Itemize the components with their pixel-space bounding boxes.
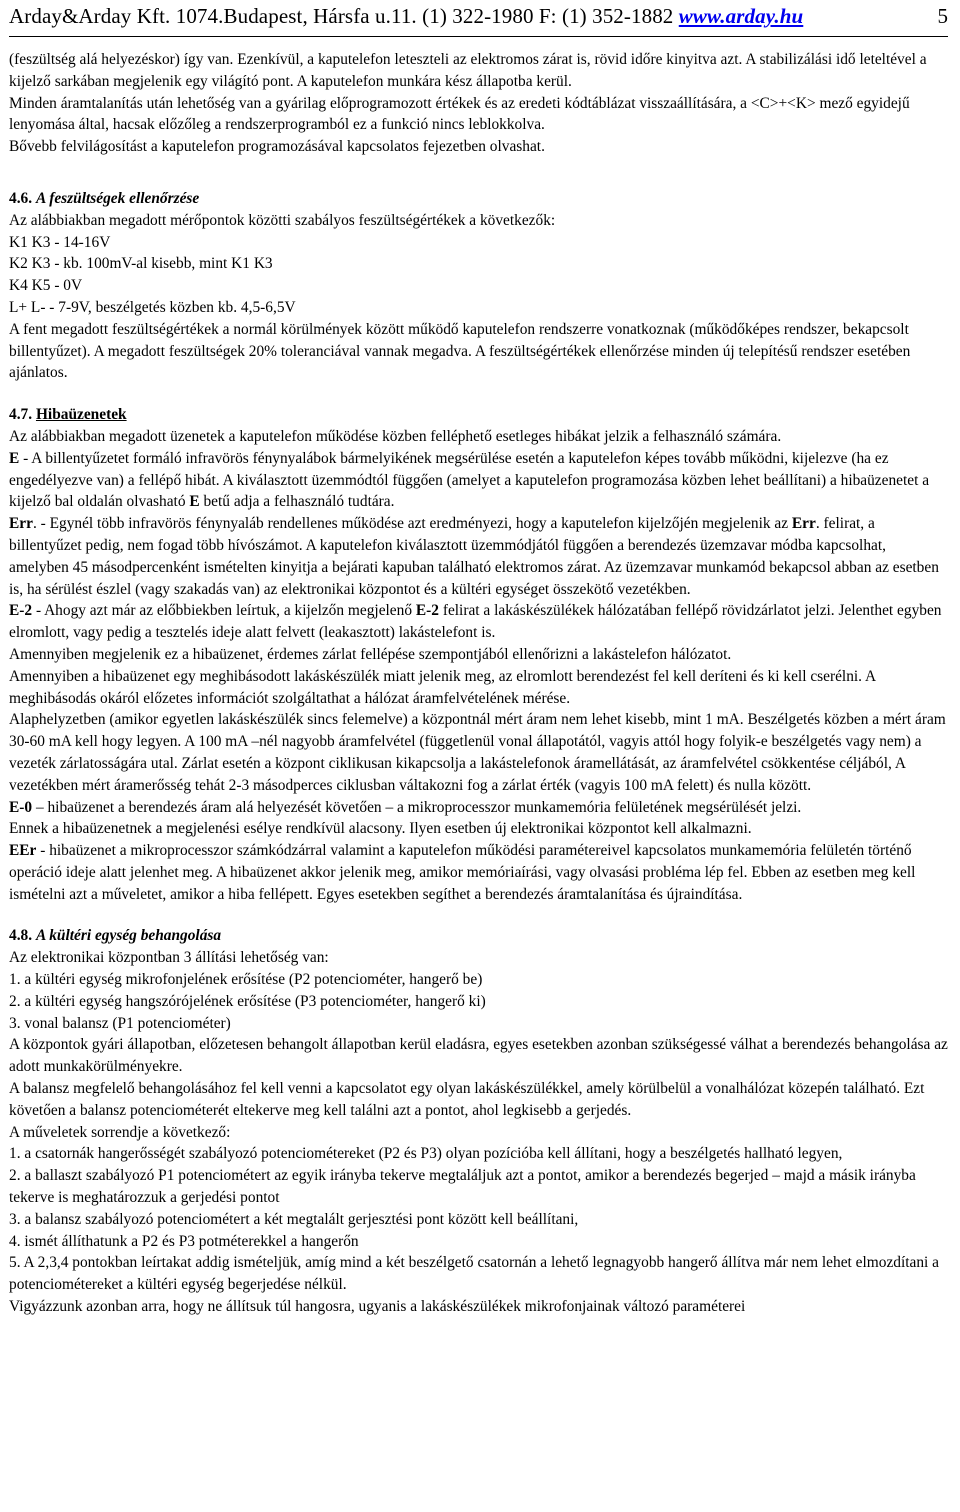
header-company-info [9,4,803,28]
intro-paragraph-3: Bővebb felvilágosítást a kaputelefon programozásával kapcsolatos fejezetben olvashat. [9,138,545,156]
error-code: Err [9,515,33,533]
document-body [9,49,948,1318]
voltage-line: K1 K3 - 14-16V [9,233,111,251]
error-code: E-2 [415,602,439,620]
error-e2-note: Amennyiben megjelenik ez a hibaüzenet, érdemes zárlat fellépése szempontjából ellenőrizni a lakástelefon hálózatot. [9,645,732,663]
tuning-line: Az elektronikai központban 3 állítási lehetőség van: [9,949,329,967]
section-heading [9,925,948,947]
tuning-paragraph: A balansz megfelelő behangolásához fel kell venni a kapcsolatot egy olyan lakáskészülékkel, amely körülbelül a vonalhálózat közepén található. Ezt követően a balansz potenciométerét eltekerve meg kell találni azt a pontot, ahol legkisebb a gerjedés. [9,1080,925,1119]
header-website-link[interactable]: www.arday.hu [678,4,804,28]
tuning-paragraph: A központok gyári állapotban, előzetesen behangolt állapotban kerül eladásra, egyes esetekben azonban szükségessé válhat a berendezés behangolása az adott munkakörülményekre. [9,1036,948,1076]
errors-intro: Az alábbiakban megadott üzenetek a kaputelefon működése közben felléphető esetleges hibákat jelzik a felhasználó számára. [9,427,782,445]
section-title: A kültéri egység behangolása [35,927,222,945]
error-err-paragraph: Err. - Egynél több infravörös fénynyaláb rendellenes működése azt eredményezi, hogy a kaputelefon kijelzőjén megjelenik az Err. felirat, a billentyűzet pedig, nem fogad több hívószámot. A kaputelefon kiválasztott üzemmódjától függően a berendezés üzemzavar módba kapcsolhat, amelyben 45 másodpercenként ismételten kinyitja a bejárati kapuban található elektromos zárat. Az üzemzavar munkamód bekapcsol abban az esetben is, ha sérülést észlel (vagy szakadás van) az elektronikai központot és a kültéri egységet összekötő vezetékben. [9,515,939,598]
tuning-step: 2. a ballaszt szabályozó P1 potenciométert az egyik irányba tekerve megtaláljuk azt a pontot, amikor a berendezés begerjed – majd a másik irányba tekerve is meghatározzuk a gerjedési pontot [9,1167,916,1207]
page-number: 5 [937,4,948,28]
error-e-paragraph: E - A billentyűzetet formáló infravörös fénynyalábok bármelyikének megsérülése esetén a kaputelefon képes tovább működni, kijelezve (ha ez engedélyezve van) a fellépő hibát. A kiválasztott üzemmódtól függően (amelyet a kaputelefon programozása közben lehet beállítani) a hibaüzenetet a kijelző bal oldalán olvasható E betű adja a felhasználó tudtára. [9,449,930,511]
intro-paragraph-2: Minden áramtalanítás után lehetőség van a gyárilag előprogramozott értékek és az eredeti kódtáblázat visszaállítására, a <C>+<K> mező egyidejű lenyomása által, hacsak előzőleg a rendszerprogramból ez a funkció nincs leblokkolva. [9,94,910,134]
error-code: E-2 [9,602,33,620]
error-e0-paragraph: E-0 – hibaüzenet a berendezés áram alá helyezését követően – a mikroprocesszor munkamemória felületének megsérülését jelzi. [9,798,802,816]
voltage-note: A fent megadott feszültségértékek a normál körülmények között működő kaputelefon rendszerre vonatkoznak (működőképes rendszer, bekapcsolt billentyűzet). A megadott feszültségek 20% toleranciával vannak megadva. A feszültségértékek ellenőrzése minden új telepítésű rendszer esetében ajánlatos. [9,320,911,382]
error-eer-paragraph: EEr - hibaüzenet a mikroprocesszor számkódzárral valamint a kaputelefon működési paramétereivel kapcsolatos munkamemória felületén történő operáció ideje alatt jelenhet meg. A hibaüzenet akkor jelenik meg, amikor memóriaírási, vagy olvasási probléma lép fel. Ebben az esetben meg kell ismételni azt a műveletet, amikor a hiba fellépett. Egyes esetekben segíthet a berendezés áramtalanítása és újraindítása. [9,842,916,903]
voltage-line: K4 K5 - 0V [9,277,83,295]
voltage-line: K2 K3 - kb. 100mV-al kisebb, mint K1 K3 [9,255,273,273]
section-4-7 [9,404,948,905]
section-title: A feszültségek ellenőrzése [35,189,200,207]
error-code: Err [791,515,816,533]
error-code: EEr [9,842,37,860]
header-address: Arday&Arday Kft. 1074.Budapest, Hársfa u.11. (1) 322-1980 F: (1) 352-1882 [9,4,679,28]
tuning-list-item: 1. a kültéri egység mikrofonjelének erősítése (P2 potenciométer, hangerő be) [9,971,483,989]
error-e0-note: Ennek a hibaüzenetnek a megjelenési esélye rendkívül alacsony. Ilyen esetben új elektronikai központot kell alkalmazni. [9,820,752,838]
header-divider [9,36,948,37]
tuning-list-item: 2. a kültéri egység hangszórójelének erősítése (P3 potenciométer, hangerő ki) [9,992,486,1010]
voltage-line: L+ L- - 7-9V, beszélgetés közben kb. 4,5-6,5V [9,298,296,316]
section-number: 4.6. [9,189,33,207]
section-heading [9,404,948,426]
error-code: E [9,449,20,467]
section-4-6 [9,188,948,384]
intro-paragraph-1: (feszültség alá helyezéskor) így van. Ezenkívül, a kaputelefon leteszteli az elektromos zárat is, rövid időre kinyitva azt. A stabilizálási idő leteltével a kijelző sarkában megjelenik egy világító pont. A kaputelefon munkára kész állapotba kerül. [9,51,927,90]
section-number: 4.8. [9,927,33,945]
error-code: E-0 [9,798,33,816]
tuning-line: A műveletek sorrendje a következő: [9,1123,231,1141]
tuning-list-item: 3. vonal balansz (P1 potenciométer) [9,1014,231,1032]
tuning-step: 3. a balansz szabályozó potenciométert a két megtalált gerjesztési pont között kell beállítani, [9,1210,579,1228]
section-4-8 [9,925,948,1317]
error-e2-note: Alaphelyzetben (amikor egyetlen lakáskészülék sincs felemelve) a központnál mért áram nem lehet kisebb, mint 1 mA. Beszélgetés közben a mért áram 30-60 mA kell hogy legyen. A 100 mA –nél nagyobb áramfelvétel (függetlenül vonal állapotától, vagyis attól hogy folyik-e beszélgetés vagy nem) a vezeték zárlatosságára utal. Zárlat esetén a központ ciklikusan kikapcsolja a lakástelefonok áramellátását, az áramfelvétel csökkentése céljából, A vezetékben mért áramerősség tehát 2-3 másodperces ciklusban váltakozni fog a zárlat érték (vagyis 100 mA felett) és nulla között. [9,711,946,794]
tuning-step: 4. ismét állíthatunk a P2 és P3 potméterekkel a hangerőn [9,1232,359,1250]
section-number: 4.7. [9,406,33,424]
voltage-intro: Az alábbiakban megadott mérőpontok közötti szabályos feszültségértékek a következők: [9,211,556,229]
error-e2-paragraph: E-2 - Ahogy azt már az előbbiekben leírtuk, a kijelzőn megjelenő E-2 felirat a lakáskészülékek hálózatában fellépő rövidzárlatot jelzi. Jelenthet egyben elromlott, vagy pedig a tesztelés ideje alatt felvett (leakasztott) lakástelefont is. [9,602,942,642]
error-e2-note: Amennyiben a hibaüzenet egy meghibásodott lakáskészülék miatt jelenik meg, az elromlott berendezést fel kell deríteni és ki kell cserélni. A meghibásodás okáról előzetes információt szolgáltathat a hálózat áramfelvételének mérése. [9,667,876,707]
error-code: E [189,493,200,511]
section-title: Hibaüzenetek [35,406,127,424]
page-header [9,0,948,28]
section-heading [9,188,948,210]
tuning-warning: Vigyázzunk azonban arra, hogy ne állítsuk túl hangosra, ugyanis a lakáskészülékek mikrofonjainak változó paraméterei [9,1298,746,1316]
tuning-step: 5. A 2,3,4 pontokban leírtakat addig ismételjük, amíg mind a két beszélgető csatornán a lehető legnagyobb hangerő állítva már nem lehet elmozdítani a potenciométereket a kültéri egység begerjedése nélkül. [9,1254,939,1294]
tuning-step: 1. a csatornák hangerősségét szabályozó potenciométereket (P2 és P3) olyan pozícióba kell állítani, hogy a beszélgetés hallható legyen, [9,1145,843,1163]
